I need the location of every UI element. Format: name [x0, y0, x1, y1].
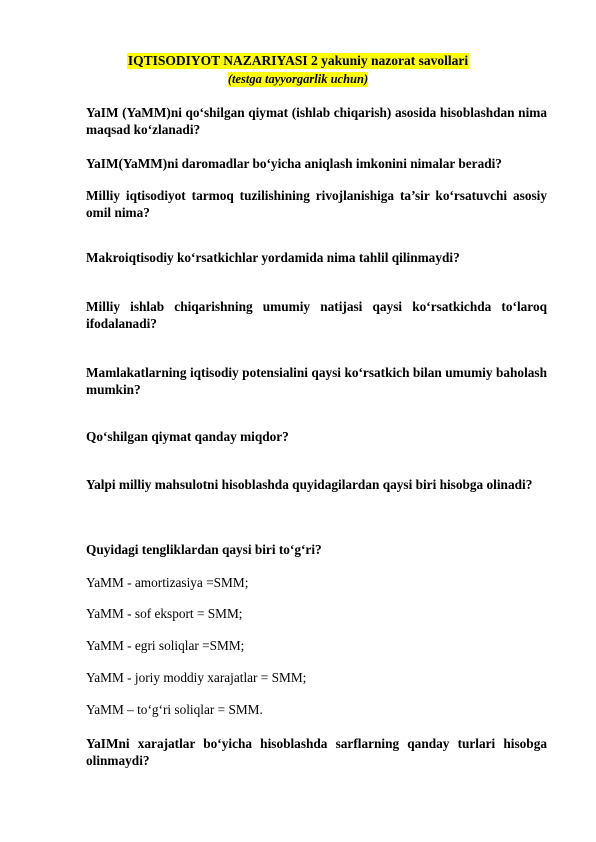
question-8: Yalpi milliy mahsulotni hisoblashda quyidagilardan qaysi biri hisobga olinadi?	[86, 477, 533, 492]
question-10: YaIMni xarajatlar bo‘yicha hisoblashda sarflarning qanday turlari hisobga olinmaydi?	[86, 736, 547, 768]
document-header	[0, 52, 596, 88]
document-subtitle: (testga tayyorgarlik uchun)	[227, 72, 369, 86]
question-1: YaIM (YaMM)ni qo‘shilgan qiymat (ishlab chiqarish) asosida hisoblashdan nima maqsad ko‘zlanadi?	[86, 105, 547, 137]
question-3: Milliy iqtisodiyot tarmoq tuzilishining rivojlanishiga ta’sir ko‘rsatuvchi asosiy omil nima?	[86, 188, 547, 220]
answer-option-3: YaMM - egri soliqlar =SMM;	[86, 638, 245, 653]
question-6: Mamlakatlarning iqtisodiy potensialini qaysi ko‘rsatkich bilan umumiy baholash mumkin?	[86, 365, 547, 397]
question-5: Milliy ishlab chiqarishning umumiy natijasi qaysi ko‘rsatkichda to‘laroq ifodalanadi?	[86, 299, 547, 331]
question-2: YaIM(YaMM)ni daromadlar bo‘yicha aniqlash imkonini nimalar beradi?	[86, 156, 502, 171]
question-7: Qo‘shilgan qiymat qanday miqdor?	[86, 429, 289, 444]
question-4: Makroiqtisodiy ko‘rsatkichlar yordamida nima tahlil qilinmaydi?	[86, 250, 460, 265]
answer-option-4: YaMM - joriy moddiy xarajatlar = SMM;	[86, 670, 307, 685]
document-title: IQTISODIYOT NAZARIYASI 2 yakuniy nazorat savollari	[127, 53, 469, 68]
answer-option-5: YaMM – to‘g‘ri soliqlar = SMM.	[86, 702, 263, 717]
answer-option-1: YaMM - amortizasiya =SMM;	[86, 575, 249, 590]
answer-option-2: YaMM - sof eksport = SMM;	[86, 606, 243, 621]
question-9: Quyidagi tengliklardan qaysi biri to‘g‘ri?	[86, 542, 322, 557]
